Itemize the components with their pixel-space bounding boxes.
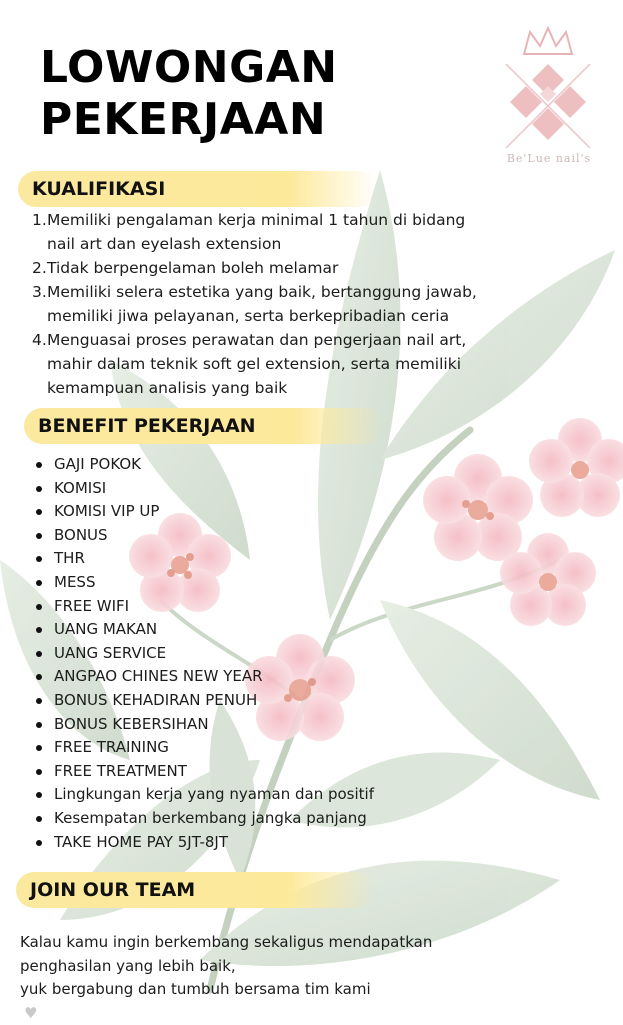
section-heading: JOIN OUR TEAM (30, 879, 195, 901)
title-line-1: LOWONGAN (40, 42, 338, 94)
list-item: FREE WIFI (34, 595, 374, 619)
list-item: ANGPAO CHINES NEW YEAR (34, 665, 374, 689)
title-line-2: PEKERJAAN (40, 94, 338, 146)
list-item: 3. Memiliki selera estetika yang baik, bertanggung jawab, memiliki jiwa pelayanan, serta berkepribadian ceria (32, 280, 532, 328)
heart-icon: ♥ (24, 1002, 580, 1025)
list-item: Lingkungan kerja yang nyaman dan positif (34, 783, 374, 807)
list-item: BONUS (34, 524, 374, 548)
crown-icon (524, 28, 572, 54)
list-item: 1. Memiliki pengalaman kerja minimal 1 tahun di bidang nail art dan eyelash extension (32, 208, 532, 256)
list-item: GAJI POKOK (34, 453, 374, 477)
list-item: TAKE HOME PAY 5JT-8JT (34, 831, 374, 855)
section-heading: BENEFIT PEKERJAAN (38, 415, 256, 437)
list-item: UANG MAKAN (34, 618, 374, 642)
section-header-join (16, 872, 376, 908)
list-item: THR (34, 547, 374, 571)
section-header-benefit (24, 408, 384, 444)
list-item: BONUS KEBERSIHAN (34, 713, 374, 737)
list-item: KOMISI (34, 477, 374, 501)
list-item: MESS (34, 571, 374, 595)
list-item: KOMISI VIP UP (34, 500, 374, 524)
logo-text: Be'Lue nail's (484, 152, 614, 165)
section-header-kualifikasi (18, 171, 378, 207)
list-item: UANG SERVICE (34, 642, 374, 666)
page-title (40, 42, 338, 146)
join-message: Kalau kamu ingin berkembang sekaligus mendapatkan penghasilan yang lebih baik, yuk bergabung dan tumbuh bersama tim kami ♥ (20, 931, 580, 1025)
benefit-list (34, 453, 374, 854)
list-item: FREE TREATMENT (34, 760, 374, 784)
list-item: 2. Tidak berpengelaman boleh melamar (32, 256, 532, 280)
qualification-list (32, 208, 532, 400)
section-heading: KUALIFIKASI (32, 178, 165, 200)
list-item: FREE TRAINING (34, 736, 374, 760)
salon-logo (486, 14, 610, 174)
list-item: 4. Menguasai proses perawatan dan pengerjaan nail art, mahir dalam teknik soft gel extension, serta memiliki kemampuan analisis yang baik (32, 328, 532, 400)
list-item: Kesempatan berkembang jangka panjang (34, 807, 374, 831)
list-item: BONUS KEHADIRAN PENUH (34, 689, 374, 713)
